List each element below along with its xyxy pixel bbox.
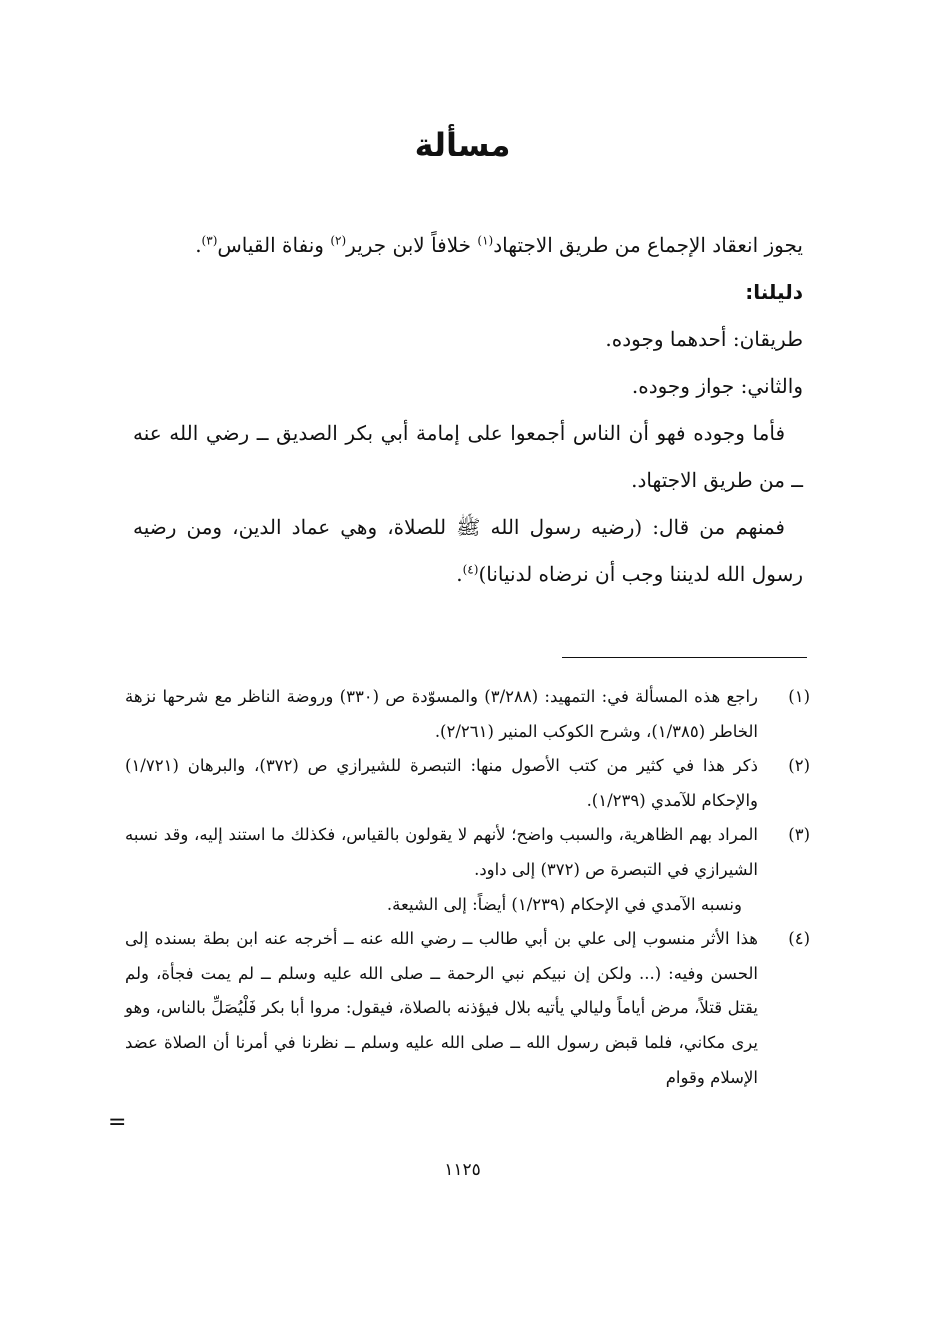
footnote-number: (٤)	[788, 929, 810, 949]
footnote-number: (٢)	[788, 756, 810, 776]
paragraph-text: فمنهم من قال: (رضيه رسول الله ﷺ للصلاة، وهي عماد الدين، ومن رضيه رسول الله لديننا وجب أن نرضاه لدنيانا)	[133, 515, 803, 586]
footnote-text: هذا الأثر منسوب إلى علي بن أبي طالب ــ رضي الله عنه ــ أخرجه عنه ابن بطة بسنده إلى الحسن وفيه: (... ولكن إن نبيكم نبي الرحمة ــ صلى الله عليه وسلم ــ لم يمت فجأة، ولم يقتل قتلاً، مرض أياماً وليالي يأتيه بلال فيؤذنه بالصلاة، فيقول: مروا أبا بكر فَلْيُصَلِّ بالناس، وهو يرى مكاني، فلما قبض رسول الله ــ صلى الله عليه وسلم ــ نظرنا في أمرنا أن الصلاة عضد الإسلام وقوام	[125, 929, 758, 1087]
footnote-ref-4: (٤)	[462, 562, 479, 577]
page-number: ١١٢٥	[444, 1160, 481, 1180]
second-way-line: والثاني: جواز وجوده.	[631, 374, 803, 398]
footnote-text: المراد بهم الظاهرية، والسبب واضح؛ لأنهم لا يقولون بالقياس، فكذلك ما استند إليه، وقد نسبه الشيرازي في التبصرة ص (٣٧٢) إلى داود.	[125, 825, 758, 879]
footnote-text: ذكر هذا في كثير من كتب الأصول منها: التبصرة للشيرازي ص (٣٧٢)، والبرهان (١/٧٢١) والإحكام للآمدي (١/٢٣٩).	[125, 756, 758, 810]
footnote-3	[125, 818, 810, 922]
footnote-ref-3: (٣)	[201, 233, 218, 248]
paragraph-text: .	[456, 562, 463, 586]
footnotes	[125, 680, 810, 1095]
footnote-4	[125, 922, 810, 1095]
quote-paragraph	[133, 504, 803, 598]
footnote-ref-2: (٢)	[330, 233, 347, 248]
page-title: مسألة	[414, 126, 511, 164]
footnote-text: ونسبه الآمدي في الإحكام (١/٢٣٩) أيضاً: إلى الشيعة.	[386, 894, 742, 914]
evidence-heading: دليلنا:	[745, 280, 803, 304]
continuation-mark: =	[108, 1110, 127, 1135]
footnote-2	[125, 749, 810, 818]
footnote-ref-1: (١)	[477, 233, 494, 248]
footnote-number: (٣)	[788, 825, 810, 845]
paragraph-text: ونفاة القياس	[217, 233, 331, 257]
footnote-1	[125, 680, 810, 749]
footnote-number: (١)	[788, 687, 810, 706]
main-text	[133, 222, 803, 598]
paragraph-text: خلافاً لابن جرير	[346, 233, 478, 257]
paragraph-text: .	[195, 233, 202, 257]
paragraph-text: يجوز انعقاد الإجماع من طريق الاجتهاد	[493, 233, 803, 257]
footnote-text: راجع هذه المسألة في: التمهيد: (٣/٢٨٨) والمسوّدة ص (٣٣٠) وروضة الناظر مع شرحها نزهة الخاطر (١/٣٨٥)، وشرح الكوكب المنير (٢/٢٦١).	[125, 687, 758, 741]
opening-paragraph	[133, 222, 803, 269]
footnote-separator	[562, 657, 807, 658]
existence-paragraph: فأما وجوده فهو أن الناس أجمعوا على إمامة أبي بكر الصديق ــ رضي الله عنه ــ من طريق الاجتهاد.	[133, 421, 803, 492]
ways-line: طريقان: أحدهما وجوده.	[605, 327, 803, 351]
